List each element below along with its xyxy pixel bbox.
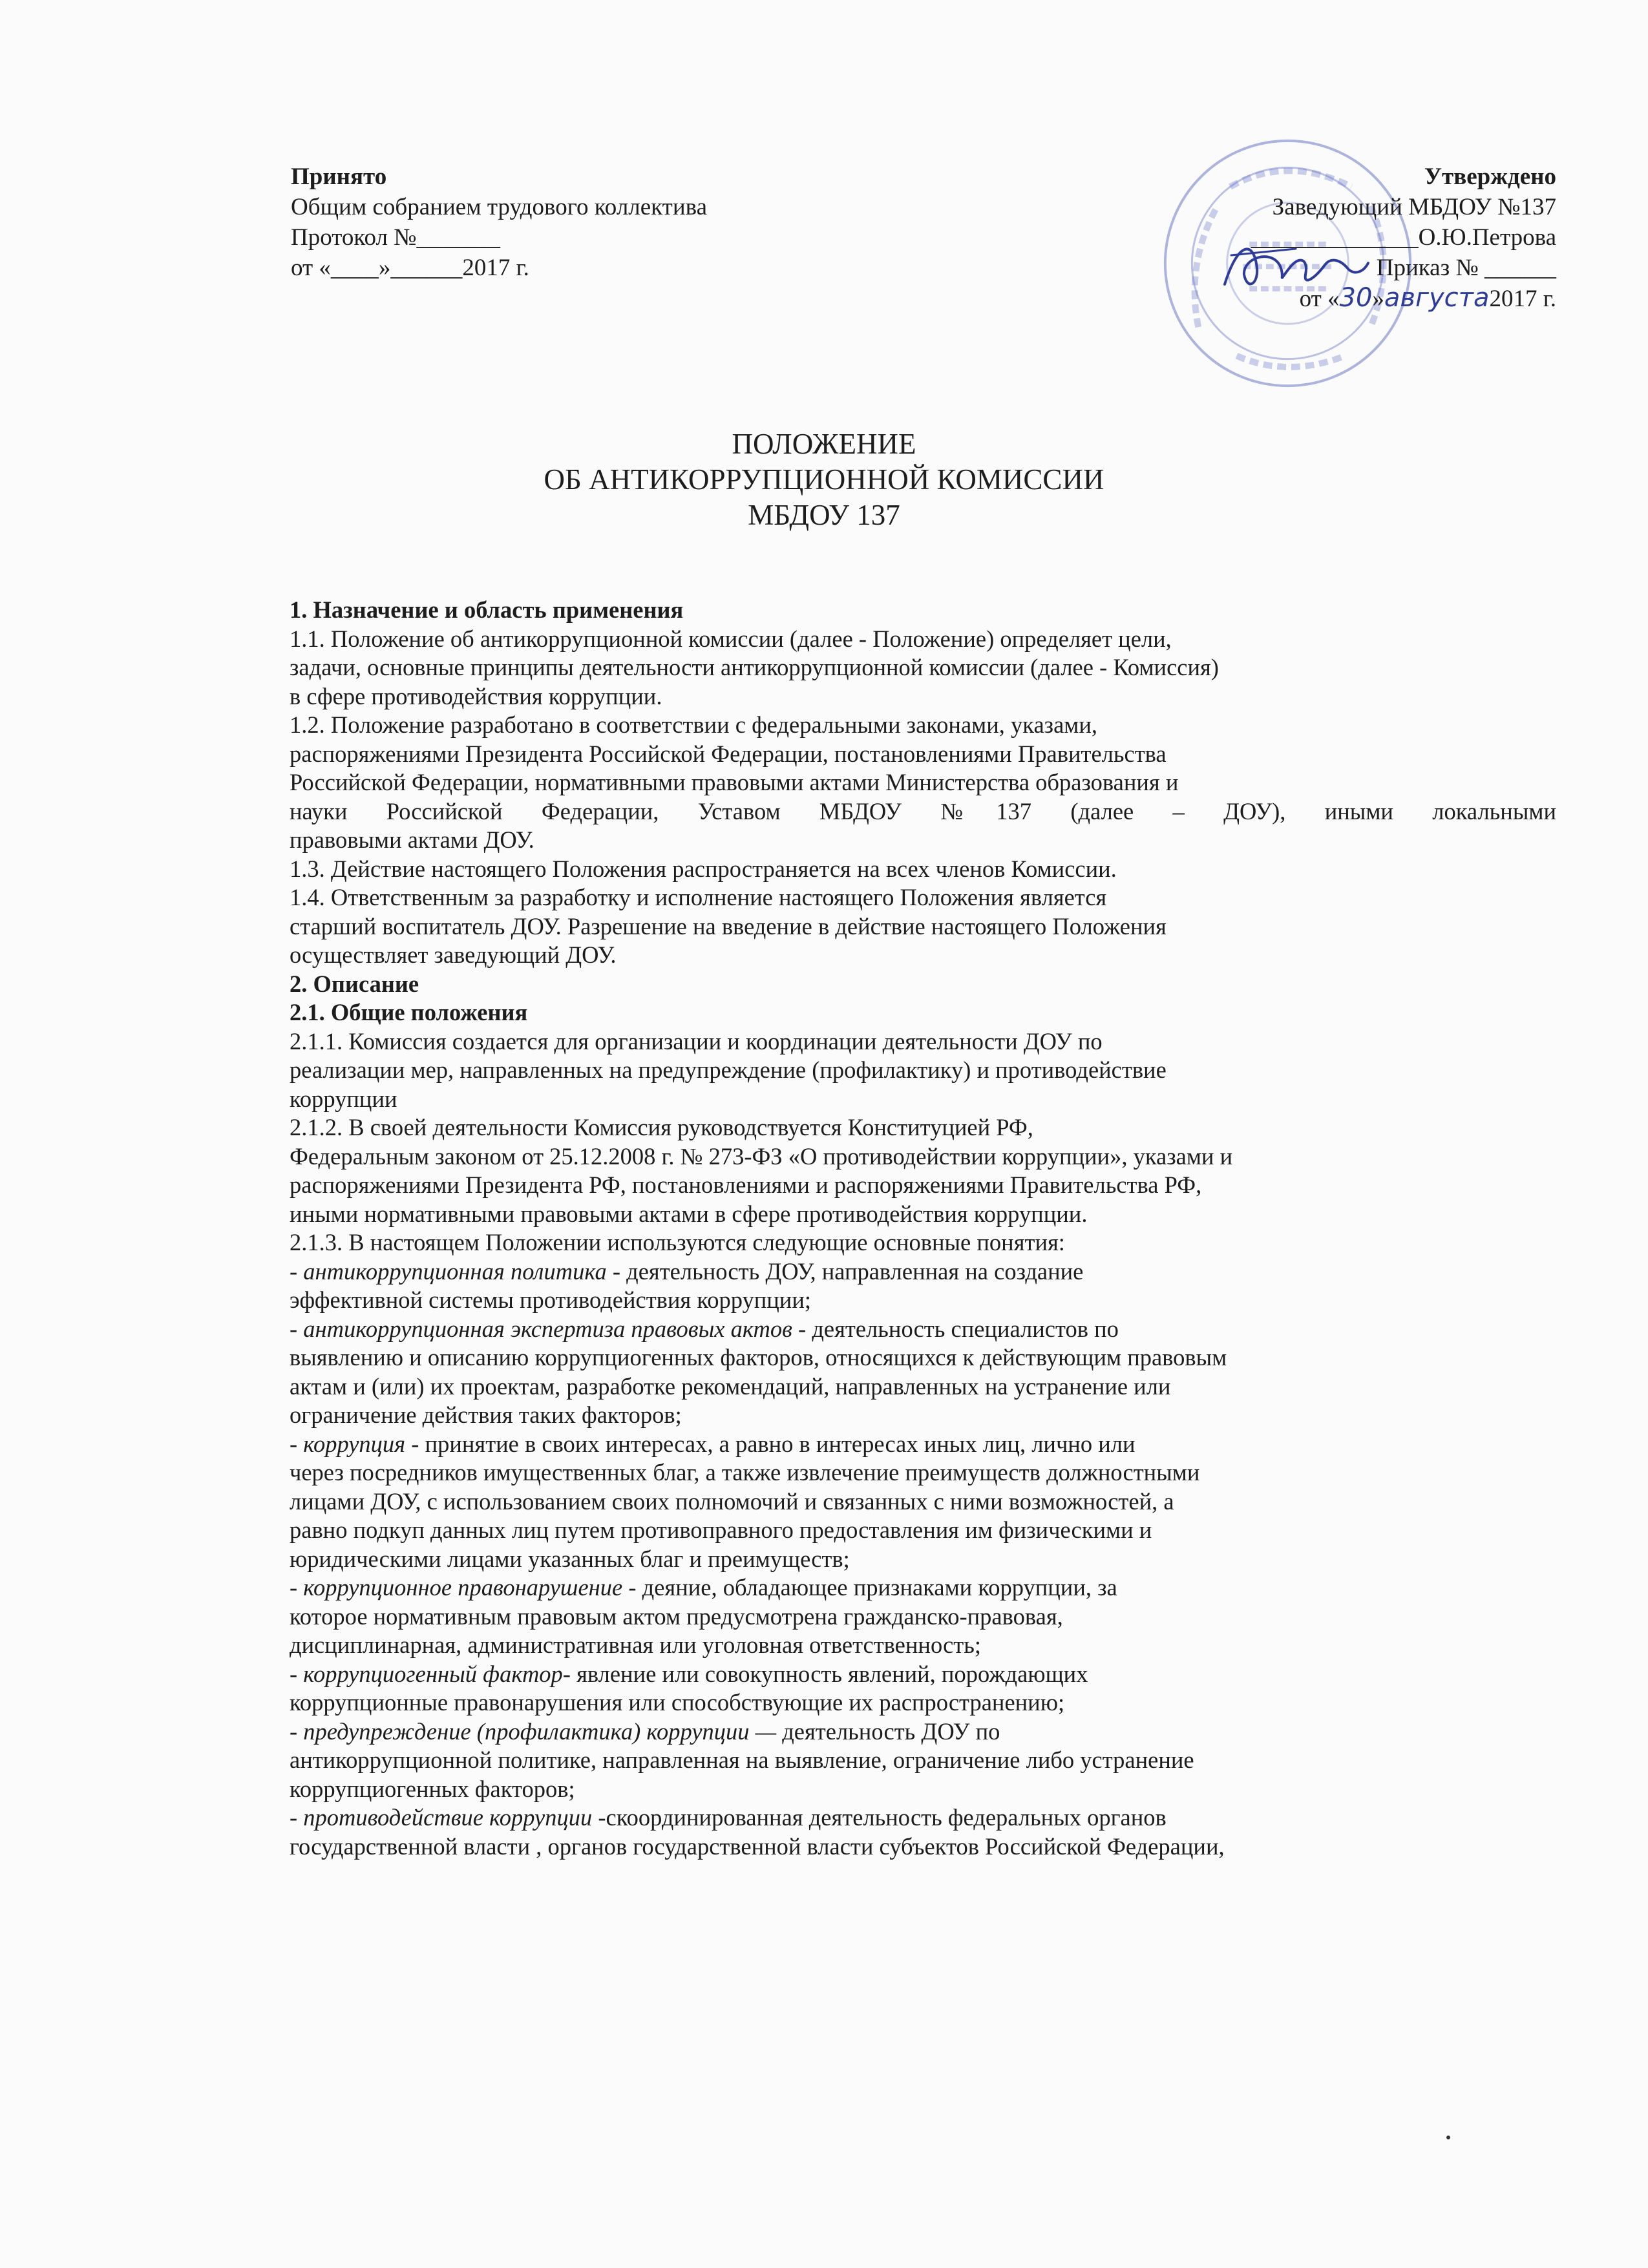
body-line: лицами ДОУ, с использованием своих полномочий и связанных с ними возможностей, а (290, 1487, 1174, 1515)
order-date-mid: » (1372, 286, 1384, 312)
approved-by-head: Заведующий МБДОУ №137 (1272, 194, 1556, 220)
definition-text: явление или совокупность явлений, порождающих (570, 1660, 1088, 1687)
protocol-date: от «____»______2017 г. (291, 255, 529, 281)
body-line: распоряжениями Президента Российской Федерации, постановлениями Правительства (290, 740, 1167, 767)
body-line: 1.3. Действие настоящего Положения распространяется на всех членов Комиссии. (290, 855, 1117, 882)
section-2-1-heading: 2.1. Общие положения (290, 999, 528, 1025)
accepted-by: Общим собранием трудового коллектива (291, 194, 708, 220)
approved-label: Утверждено (1424, 163, 1556, 190)
body-line: через посредников имущественных благ, а также извлечение преимуществ должностными (290, 1459, 1200, 1486)
definition-text: скоординированная деятельность федеральных органов (606, 1804, 1167, 1831)
body-line: 2.1.1. Комиссия создается для организации и координации деятельности ДОУ по (290, 1027, 1103, 1055)
body-line: 1.1. Положение об антикоррупционной комиссии (далее - Положение) определяет цели, (290, 625, 1172, 652)
definition-text: деятельность ДОУ, направленная на создание (620, 1257, 1084, 1285)
definition-line (290, 1430, 1556, 1459)
order-date-year: 2017 г. (1489, 286, 1556, 312)
definition-text: деятельность специалистов по (806, 1315, 1119, 1342)
body-line: выявлению и описанию коррупциогенных факторов, относящихся к действующим правовым (290, 1344, 1227, 1370)
definition-term: - антикоррупционная политика - (290, 1257, 621, 1285)
handwritten-signature (1218, 229, 1373, 300)
definition-term: - коррупционное правонарушение - (290, 1574, 637, 1601)
section-2-heading: 2. Описание (290, 970, 419, 997)
order-date-day: 30 (1339, 283, 1373, 313)
protocol-number: Протокол №_______ (291, 224, 501, 251)
accepted-label: Принято (291, 163, 387, 190)
body-line: Российской Федерации, нормативными правовыми актами Министерства образования и (290, 769, 1179, 795)
body-line: коррупциогенных факторов; (290, 1775, 575, 1802)
definition-term: - коррупциогенный фактор- (290, 1660, 571, 1687)
definition-text: принятие в своих интересах, а равно в интересах иных лиц, лично или (419, 1430, 1136, 1457)
body-line: коррупции (290, 1085, 397, 1112)
body-line: в сфере противодействия коррупции. (290, 682, 662, 709)
order-number: Приказ № ______ (1376, 255, 1556, 281)
body-line: распоряжениями Президента РФ, постановлениями и распоряжениями Правительства РФ, (290, 1171, 1202, 1198)
body-line: коррупционные правонарушения или способствующие их распространению; (290, 1689, 1065, 1716)
definition-line (290, 1257, 1556, 1286)
definition-term: - антикоррупционная экспертиза правовых актов - (290, 1315, 807, 1342)
body-line: 1.2. Положение разработано в соответствии с федеральными законами, указами, (290, 711, 1098, 738)
body-line: равно подкуп данных лиц путем противоправного предоставления им физическими и (290, 1517, 1152, 1543)
head-signature-line: ______________О.Ю.Петрова (1251, 224, 1556, 251)
order-date-month: августа (1384, 283, 1490, 313)
definition-line (290, 1660, 1556, 1689)
definition-line (290, 1717, 1556, 1747)
body-line: Федеральным законом от 25.12.2008 г. № 273-ФЗ «О противодействии коррупции», указами и (290, 1142, 1233, 1170)
body-line: задачи, основные принципы деятельности антикоррупционной комиссии (далее - Комиссия) (290, 654, 1219, 680)
body-line: государственной власти , органов государственной власти субъектов Российской Федерации, (290, 1832, 1225, 1860)
body-line: науки Российской Федерации, Уставом МБДОУ №137 (далее – ДОУ), иными локальными (290, 797, 1556, 824)
title-line-1: ПОЛОЖЕНИЕ (732, 428, 916, 460)
definition-text: деятельность ДОУ по (776, 1717, 1000, 1745)
header-accepted-block (291, 162, 707, 283)
definition-line (290, 1315, 1556, 1344)
body-line: антикоррупционной политике, направленная на выявление, ограничение либо устранение (290, 1747, 1194, 1773)
body-line: актам и (или) их проектам, разработке рекомендаций, направленных на устранение или (290, 1372, 1171, 1400)
definition-line (290, 1803, 1556, 1832)
document-title (0, 426, 1648, 533)
body-line: эффективной системы противодействия коррупции; (290, 1286, 812, 1313)
body-line: иными нормативными правовыми актами в сфере противодействия коррупции. (290, 1200, 1088, 1227)
body-line: правовыми актами ДОУ. (290, 826, 534, 853)
body-line: осуществляет заведующий ДОУ. (290, 941, 617, 968)
body-line: дисциплинарная, административная или уголовная ответственность; (290, 1632, 982, 1658)
definition-term: - коррупция - (290, 1430, 419, 1457)
body-line: юридическими лицами указанных благ и преимуществ; (290, 1545, 850, 1572)
definition-text: деяние, обладающее признаками коррупции, за (636, 1574, 1117, 1601)
body-line: 1.4. Ответственным за разработку и исполнение настоящего Положения является (290, 884, 1107, 910)
page-mark (1446, 2136, 1450, 2139)
definition-line (290, 1573, 1556, 1602)
definition-term: - противодействие коррупции - (290, 1804, 606, 1831)
order-date-prefix: от « (1299, 286, 1340, 312)
title-line-3: МБДОУ 137 (748, 499, 900, 531)
title-line-2: ОБ АНТИКОРРУПЦИОННОЙ КОМИССИИ (544, 463, 1104, 496)
body-line: реализации мер, направленных на предупреждение (профилактику) и противодействие (290, 1056, 1167, 1083)
body-line: 2.1.3. В настоящем Положении используются следующие основные понятия: (290, 1229, 1065, 1255)
body-line: 2.1.2. В своей деятельности Комиссия руководствуется Конституцией РФ, (290, 1114, 1033, 1140)
body-line: ограничение действия таких факторов; (290, 1402, 682, 1428)
body-line: которое нормативным правовым актом предусмотрена гражданско-правовая, (290, 1602, 1063, 1630)
document-body (290, 596, 1556, 1861)
body-line: старший воспитатель ДОУ. Разрешение на введение в действие настоящего Положения (290, 912, 1167, 940)
section-1-heading: 1. Назначение и область применения (290, 596, 684, 623)
definition-term: - предупреждение (профилактика) коррупции — (290, 1717, 777, 1745)
